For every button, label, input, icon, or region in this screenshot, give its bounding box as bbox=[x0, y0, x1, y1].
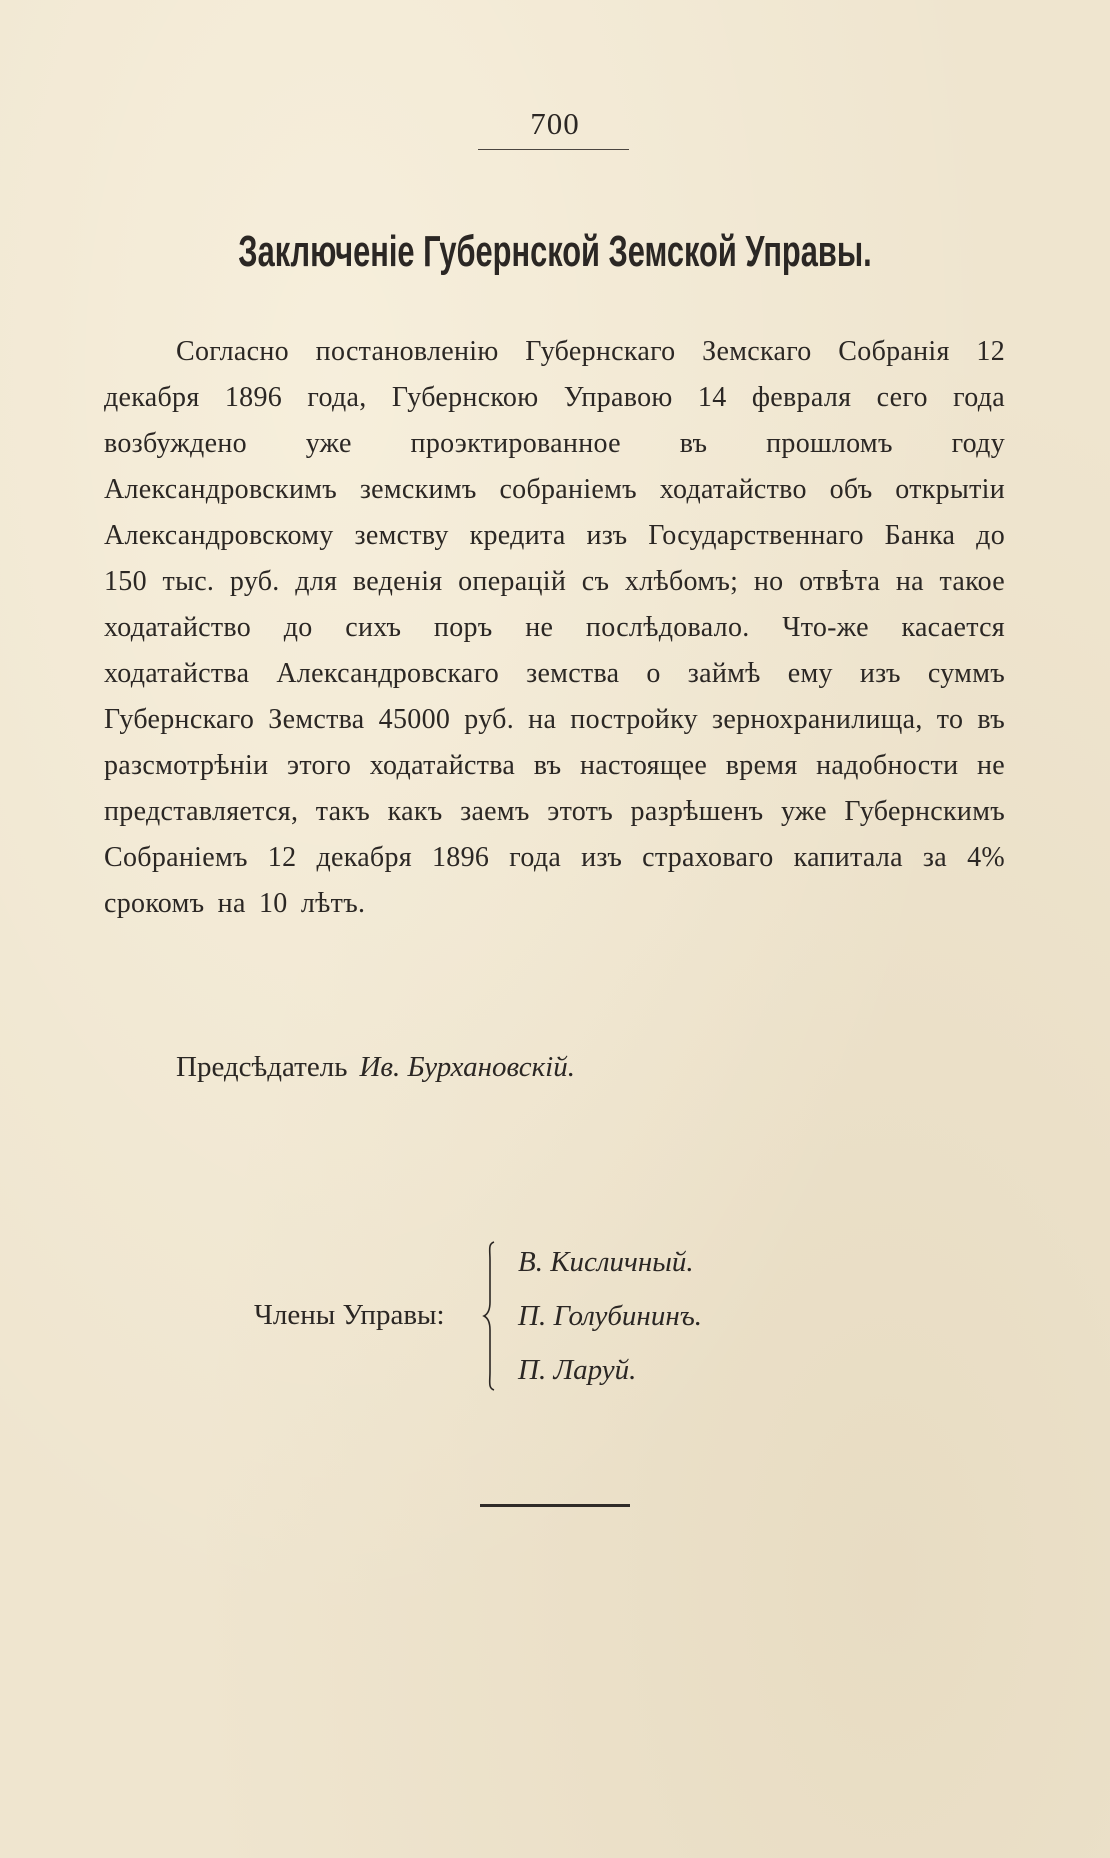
member-name: В. Кисличный. bbox=[518, 1246, 694, 1278]
chairman-label: Предсѣдатель bbox=[176, 1051, 348, 1083]
members-brace bbox=[482, 1240, 498, 1392]
chairman-signature bbox=[176, 1047, 575, 1087]
members-label: Члены Управы: bbox=[254, 1299, 445, 1331]
chairman-name: Ив. Бурхановскiй. bbox=[359, 1051, 575, 1083]
end-rule bbox=[480, 1504, 630, 1507]
body-paragraph: Согласно постановленiю Губернскаго Земскаго Собранiя 12 декабря 1896 года, Губернскою Управою 14 февраля сего года возбуждено уже проэктированное въ прошломъ году Александровскимъ земскимъ собранiемъ ходатайство объ открытiи Александровскому земству кредита изъ Государственнаго Банка до 150 тыс. руб. для веденiя операцiй съ хлѣбомъ; но отвѣта на такое ходатайство до сихъ поръ не послѣдовало. Что-же касается ходатайства Александровскаго земства о займѣ ему изъ суммъ Губернскаго Земства 45000 руб. на постройку зернохранилища, то въ разсмотрѣнiи этого ходатайства въ настоящее время надобности не представляется, такъ какъ заемъ этотъ разрѣшенъ уже Губернскимъ Собранiемъ 12 декабря 1896 года изъ страховаго капитала за 4% срокомъ на 10 лѣтъ. bbox=[104, 336, 1005, 919]
page-number-rule bbox=[478, 149, 629, 150]
member-name: П. Ларуй. bbox=[518, 1354, 637, 1386]
document-title: Заключенiе Губернской Земской Управы. bbox=[238, 227, 872, 276]
page-number: 700 bbox=[530, 106, 580, 141]
members-list bbox=[518, 1240, 702, 1402]
member-name: П. Голубининъ. bbox=[518, 1300, 703, 1332]
